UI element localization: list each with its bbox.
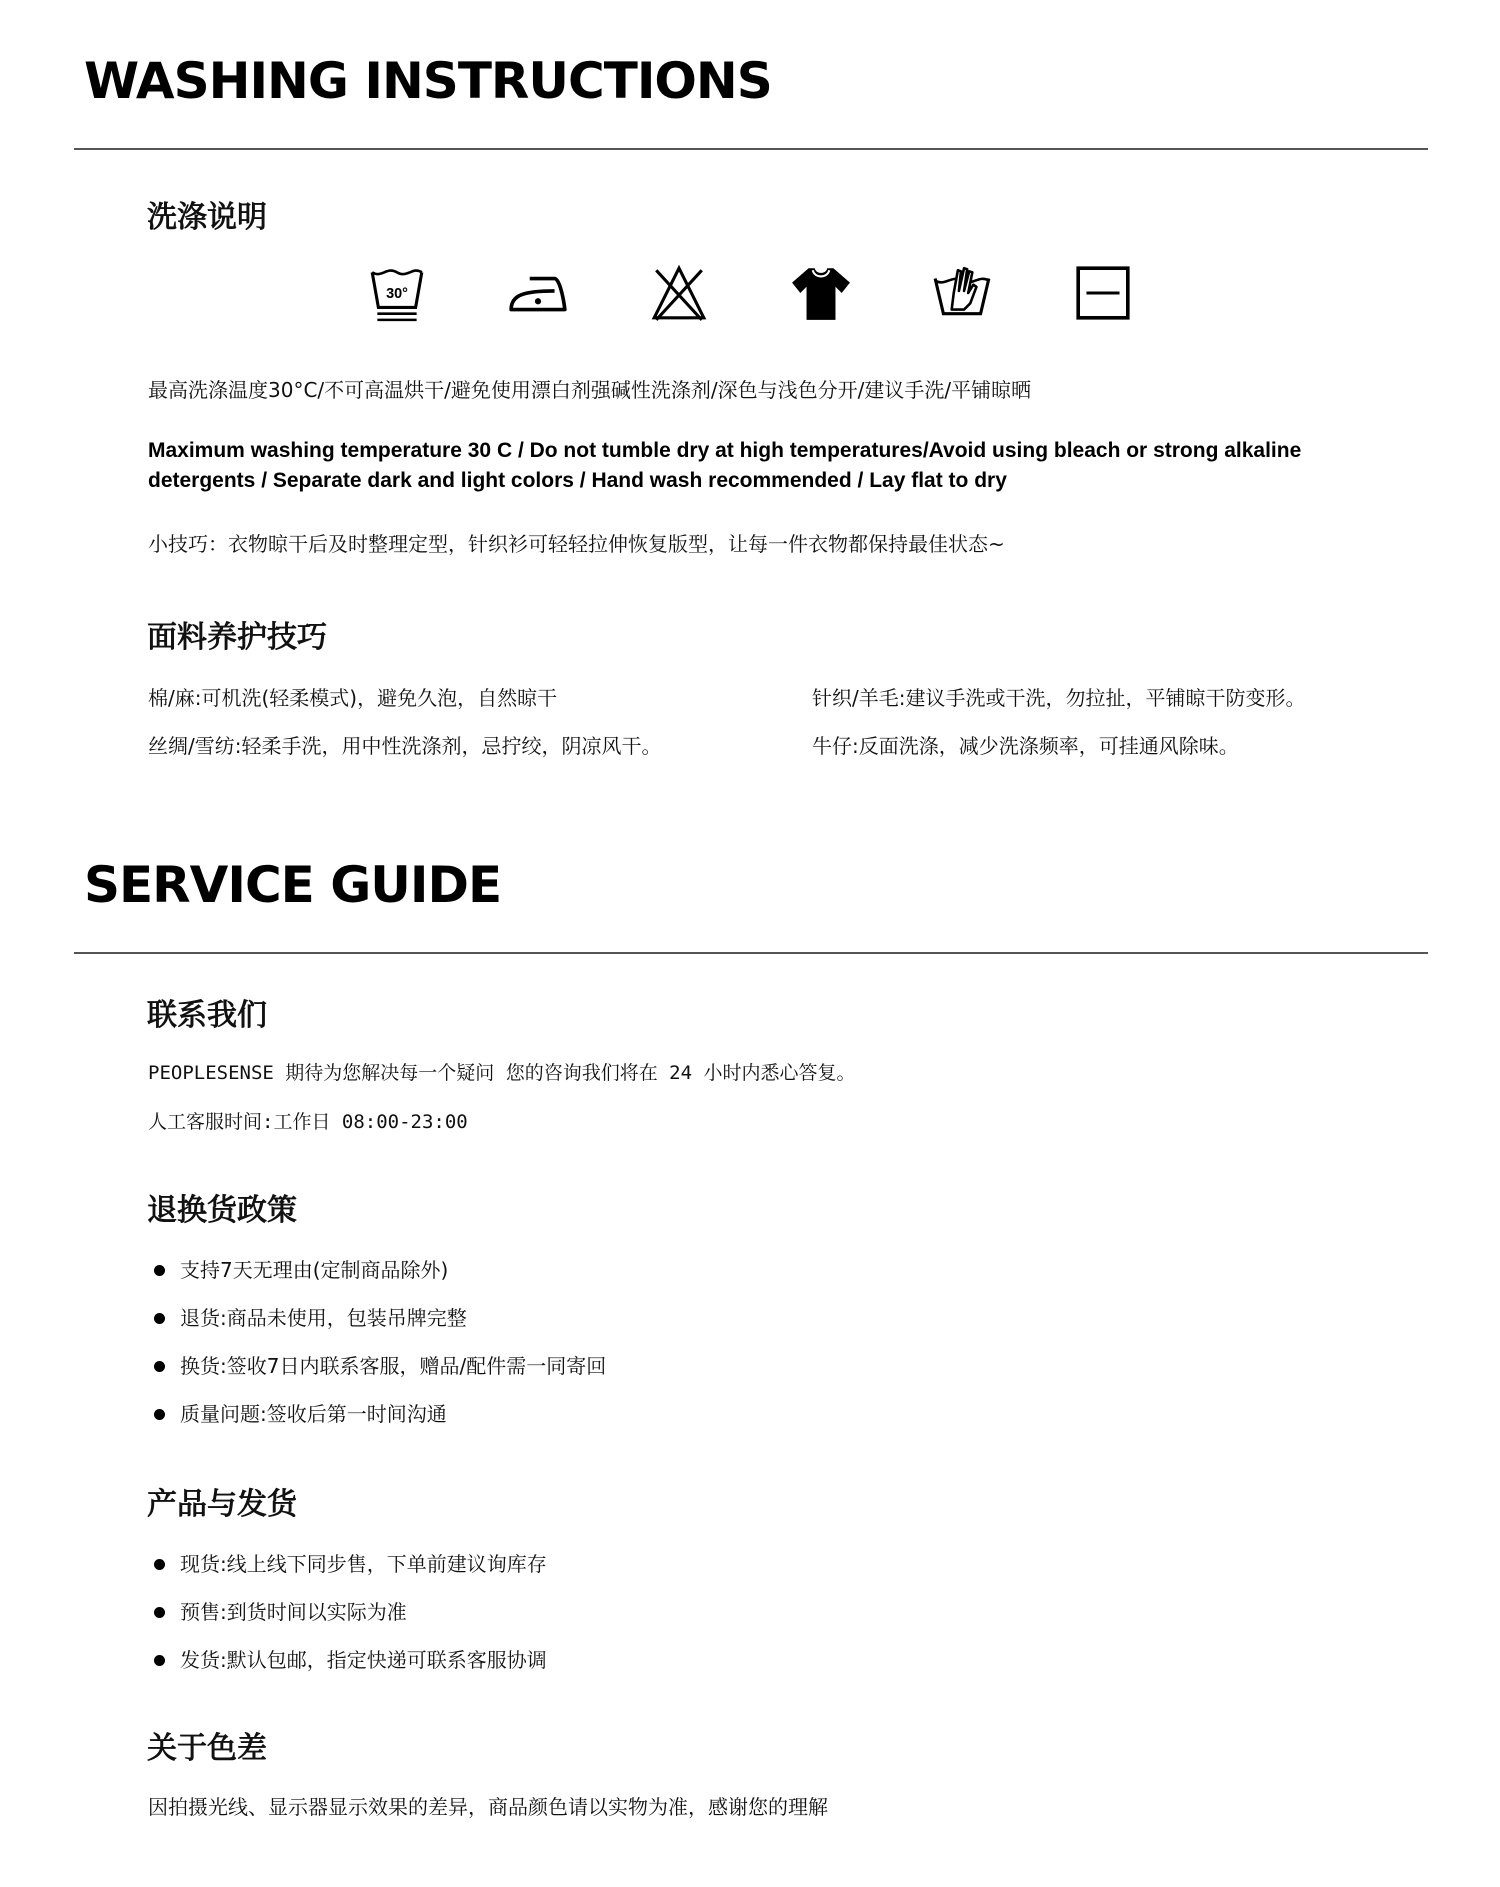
shipping-list [152, 1554, 547, 1698]
tip-text: 小技巧：衣物晾干后及时整理定型，针织衫可轻轻拉伸恢复版型，让每一件衣物都保持最佳状态~ [148, 532, 1005, 556]
fabric-heading: 面料养护技巧 [147, 620, 327, 655]
fabric-tip-knit: 针织/羊毛:建议手洗或干洗，勿拉扯，平铺晾干防变形。 [812, 686, 1306, 710]
bullet-icon [154, 1409, 165, 1420]
returns-heading: 退换货政策 [147, 1193, 297, 1228]
wash-temp-label: 30° [386, 286, 408, 303]
bullet-icon [154, 1361, 165, 1372]
fabric-tip-denim: 牛仔:反面洗涤，减少洗涤频率，可挂通风除味。 [812, 734, 1239, 758]
bullet-icon [154, 1655, 165, 1666]
no-bleach-icon [637, 258, 721, 328]
divider [74, 148, 1428, 150]
fabric-tip-cotton: 棉/麻:可机洗(轻柔模式)，避免久泡，自然晾干 [148, 686, 558, 710]
fabric-tip-silk: 丝绸/雪纺:轻柔手洗，用中性洗涤剂，忌拧绞，阴凉风干。 [148, 734, 662, 758]
summary-cn: 最高洗涤温度30°C/不可高温烘干/避免使用漂白剂强碱性洗涤剂/深色与浅色分开/建议手洗/平铺晾晒 [148, 378, 1032, 402]
list-item: 退货:商品未使用，包装吊牌完整 [152, 1308, 606, 1356]
iron-icon [496, 258, 580, 328]
returns-list [152, 1260, 606, 1452]
bullet-icon [154, 1559, 165, 1570]
tshirt-icon [779, 258, 863, 328]
list-item: 现货:线上线下同步售，下单前建议询库存 [152, 1554, 547, 1602]
hand-wash-icon [920, 258, 1004, 328]
color-heading: 关于色差 [147, 1731, 267, 1766]
dry-flat-icon [1061, 258, 1145, 328]
care-icons [355, 258, 1145, 328]
list-item: 预售:到货时间以实际为准 [152, 1602, 547, 1650]
service-hours: 人工客服时间:工作日 08:00-23:00 [148, 1111, 468, 1133]
list-item: 发货:默认包邮，指定快递可联系客服协调 [152, 1650, 547, 1698]
contact-text: PEOPLESENSE 期待为您解决每一个疑问 您的咨询我们将在 24 小时内悉心答复。 [148, 1062, 856, 1084]
wash-30-icon [355, 258, 439, 328]
list-item: 支持7天无理由(定制商品除外) [152, 1260, 606, 1308]
contact-heading: 联系我们 [147, 998, 267, 1033]
list-item: 换货:签收7日内联系客服，赠品/配件需一同寄回 [152, 1356, 606, 1404]
bullet-icon [154, 1265, 165, 1276]
shipping-heading: 产品与发货 [147, 1487, 297, 1522]
bullet-icon [154, 1313, 165, 1324]
divider [74, 952, 1428, 954]
summary-en: Maximum washing temperature 30 C / Do not tumble dry at high temperatures/Avoid using bleach or strong alkaline detergents / Separate dark and light colors / Hand wash recommended / Lay flat to dry [148, 439, 1302, 492]
washing-title: WASHING INSTRUCTIONS [84, 52, 772, 110]
color-text: 因拍摄光线、显示器显示效果的差异，商品颜色请以实物为准，感谢您的理解 [148, 1795, 828, 1819]
instructions-heading: 洗涤说明 [147, 200, 267, 235]
list-item: 质量问题:签收后第一时间沟通 [152, 1404, 606, 1452]
bullet-icon [154, 1607, 165, 1618]
service-title: SERVICE GUIDE [84, 856, 502, 914]
